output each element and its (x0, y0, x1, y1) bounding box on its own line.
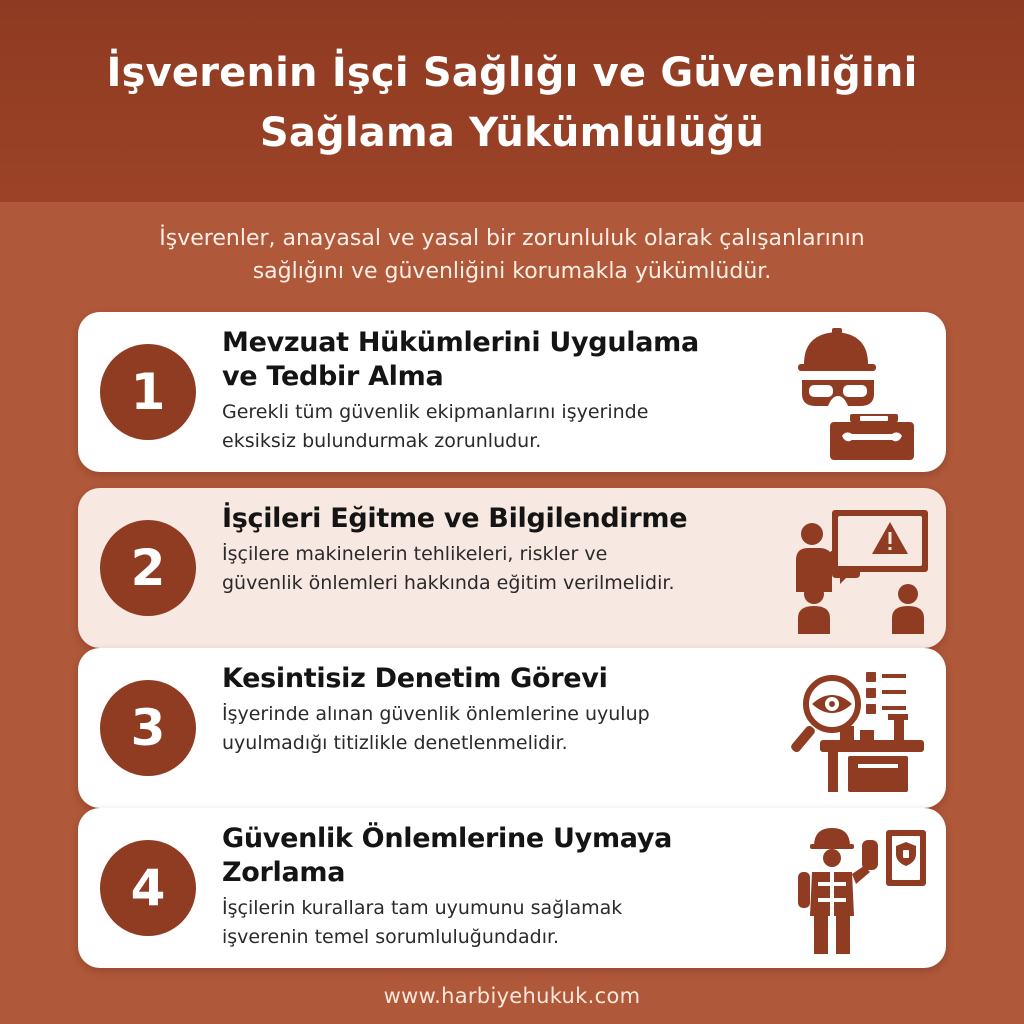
card-text-3 (222, 662, 782, 758)
card-desc-3-line-2: uyulmadığı titizlikle denetlenmelidir. (222, 732, 568, 754)
duty-card-3 (78, 648, 946, 808)
header-banner (0, 0, 1024, 202)
card-desc-2-line-2: güvenlik önlemleri hakkında eğitim verilmelidir. (222, 572, 675, 594)
card-desc-2 (222, 540, 782, 598)
card-text-2 (222, 502, 782, 598)
intro-line-1: İşverenler, anayasal ve yasal bir zorunluluk olarak çalışanlarının (159, 226, 865, 251)
card-title-4-line-2: Zorlama (222, 857, 346, 888)
page-title-line-1: İşverenin İşçi Sağlığı ve Güvenliğini (106, 50, 918, 96)
card-text-1 (222, 326, 782, 456)
card-title-3-line-1: Kesintisiz Denetim Görevi (222, 663, 608, 694)
number-badge-3: 3 (100, 680, 196, 776)
page-title-line-2: Sağlama Yükümlülüğü (259, 110, 765, 156)
card-desc-3-line-1: İşyerinde alınan güvenlik önlemlerine uyulup (222, 703, 650, 725)
inspection-magnifier-icon (790, 660, 930, 796)
duty-card-2 (78, 488, 946, 648)
footer-website: www.harbiyehukuk.com (383, 984, 641, 1008)
duty-card-1 (78, 312, 946, 472)
card-desc-4-line-1: İşçilerin kurallara tam uyumunu sağlamak (222, 897, 623, 919)
card-desc-4 (222, 894, 782, 952)
card-text-4 (222, 822, 782, 952)
card-title-4-line-1: Güvenlik Önlemlerine Uymaya (222, 823, 673, 854)
intro-text (60, 222, 964, 288)
number-badge-1: 1 (100, 344, 196, 440)
training-presentation-icon (790, 500, 930, 636)
worker-stop-rulebook-icon (790, 820, 930, 956)
card-desc-1-line-1: Gerekli tüm güvenlik ekipmanlarını işyerinde (222, 401, 649, 423)
duty-card-4 (78, 808, 946, 968)
card-title-1-line-2: ve Tedbir Alma (222, 361, 444, 392)
card-desc-2-line-1: İşçilere makinelerin tehlikeleri, riskler ve (222, 543, 608, 565)
card-title-1-line-1: Mevzuat Hükümlerini Uygulama (222, 327, 699, 358)
intro-line-2: sağlığını ve güvenliğini korumakla yükümlüdür. (252, 259, 772, 284)
card-title-2-line-1: İşçileri Eğitme ve Bilgilendirme (222, 503, 688, 534)
card-desc-4-line-2: işverenin temel sorumluluğundadır. (222, 926, 560, 948)
number-badge-2: 2 (100, 520, 196, 616)
card-desc-1-line-2: eksiksiz bulundurmak zorunludur. (222, 430, 542, 452)
card-desc-3 (222, 700, 782, 758)
number-badge-4: 4 (100, 840, 196, 936)
hardhat-goggles-toolbox-icon (790, 324, 930, 460)
card-desc-1 (222, 398, 782, 456)
